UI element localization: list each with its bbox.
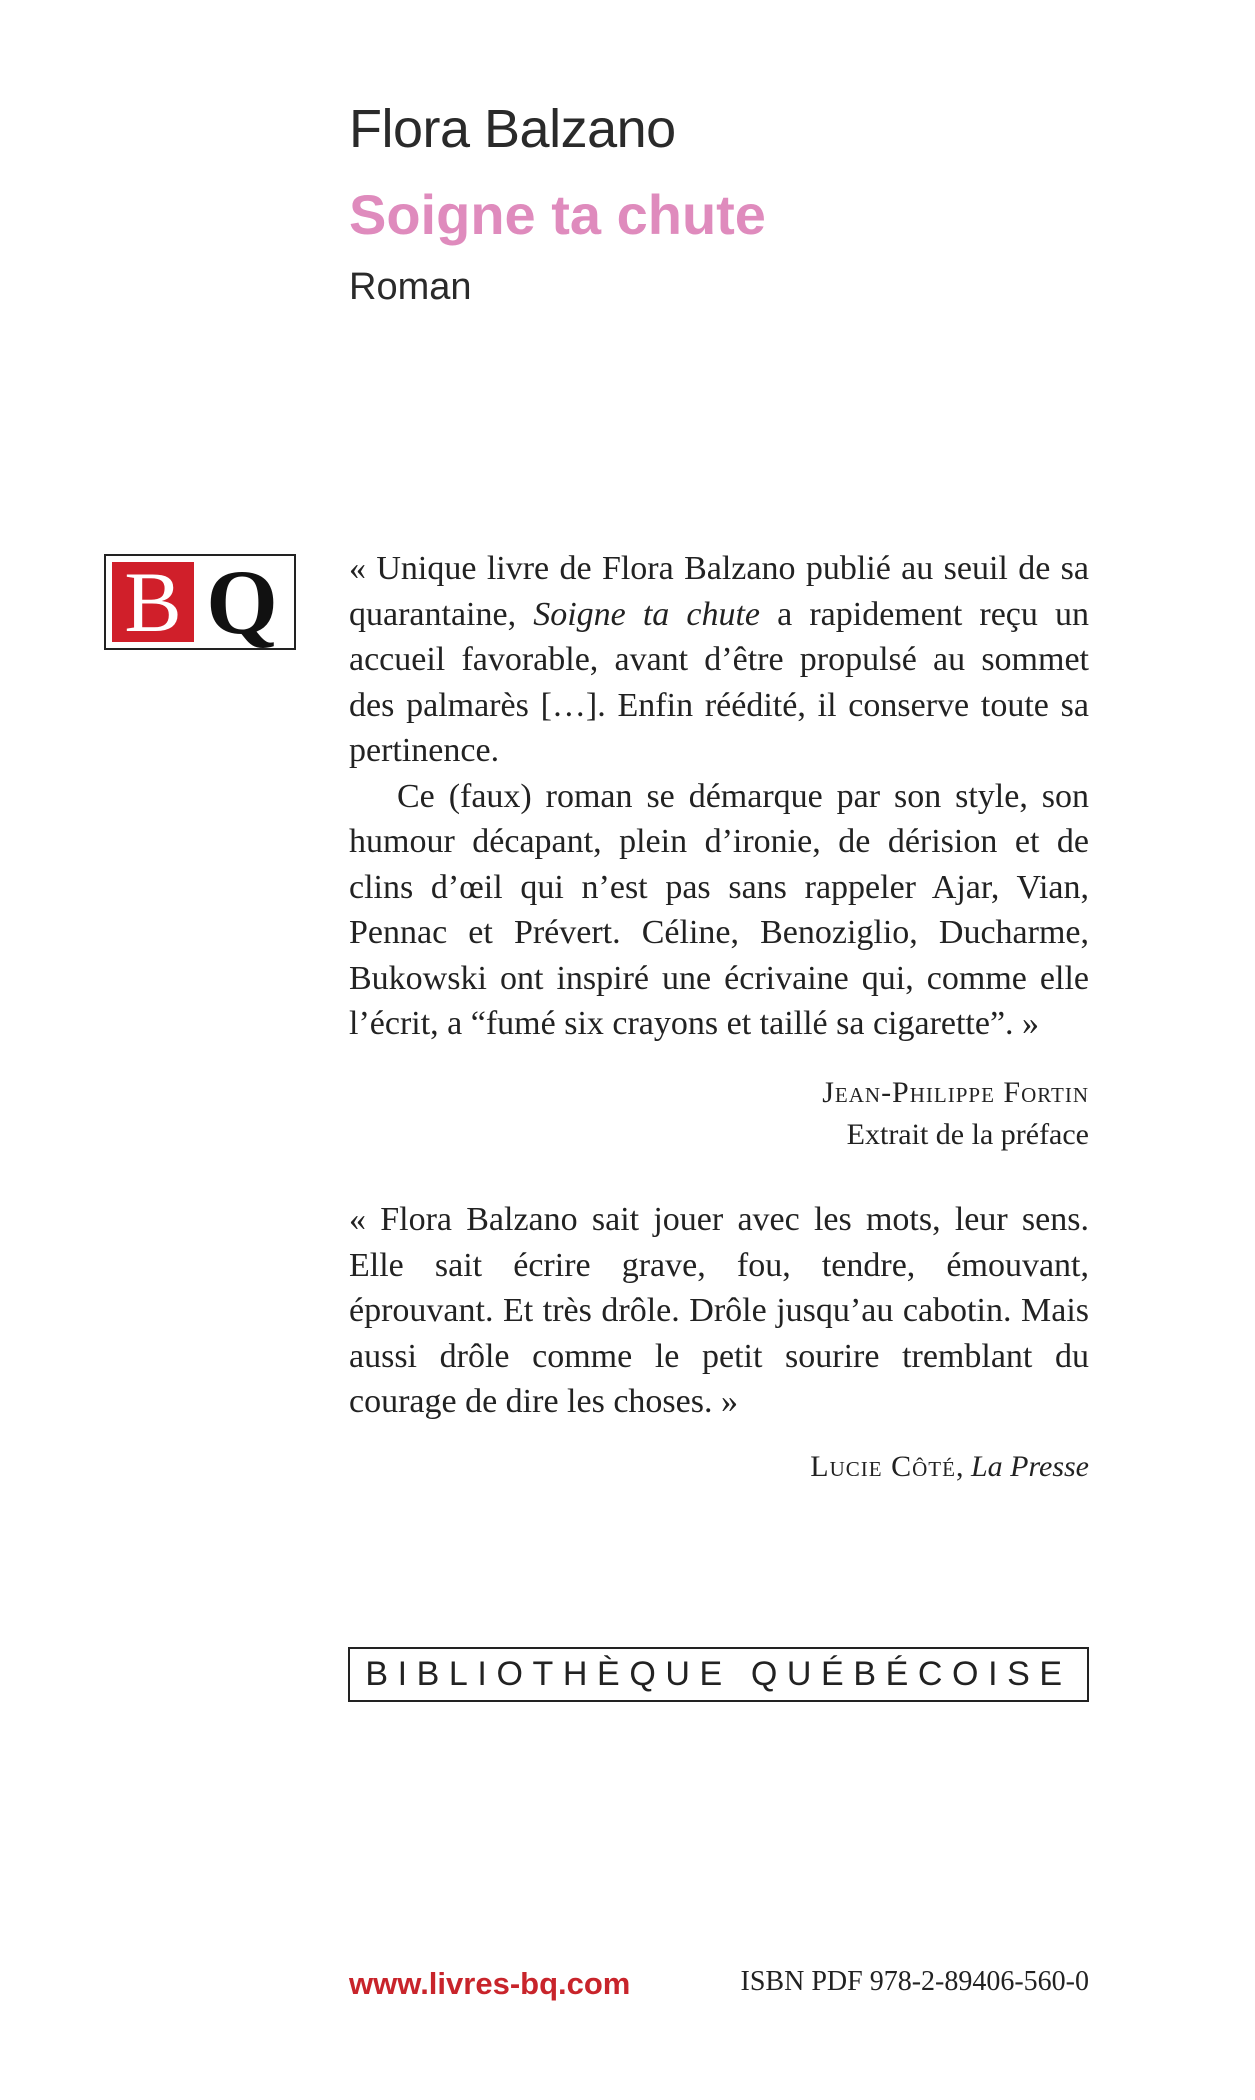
collection-name: BIBLIOTHÈQUE QUÉBÉCOISE: [348, 1647, 1089, 1702]
press-publication: La Presse: [970, 1450, 1089, 1483]
preface-quote-text-a: « Unique livre de Flora Balzano publié au seuil de sa quarantaine,: [349, 550, 1089, 633]
preface-quote-paragraph-1: [349, 546, 1089, 774]
preface-quote-title: Soigne ta chute: [533, 595, 761, 633]
bq-logo: [104, 551, 296, 653]
book-title: Soigne ta chute: [349, 183, 766, 246]
preface-attribution: [349, 1072, 1089, 1156]
preface-quote-paragraph-2: Ce (faux) roman se démarque par son style, son humour décapant, plein d’ironie, de dérision et de clins d’œil qui n’est pas sans rappeler Ajar, Vian, Pennac et Prévert. Céline, Benoziglio, Ducharme, Bukowski ont inspiré une écrivaine qui, comme elle l’écrit, a “fumé six crayons et taillé sa cigarette”. »: [349, 777, 1089, 1042]
book-genre: Roman: [349, 266, 472, 308]
bq-logo-q: Q: [206, 551, 278, 653]
press-quote-text: « Flora Balzano sait jouer avec les mots, leur sens. Elle sait écrire grave, fou, tendre, émouvant, éprouvant. Et très drôle. Drôle jusqu’au cabotin. Mais aussi drôle comme le petit sourire tremblant du courage de dire les choses. »: [349, 1201, 1089, 1420]
website-link[interactable]: www.livres-bq.com: [349, 1966, 631, 2001]
press-separator: ,: [955, 1450, 971, 1483]
press-author: Lucie Côté: [810, 1450, 956, 1483]
preface-source: Extrait de la préface: [846, 1118, 1089, 1151]
press-attribution: [349, 1446, 1089, 1488]
preface-quote: [349, 546, 1089, 1047]
isbn: ISBN PDF 978-2-89406-560-0: [740, 1966, 1089, 1997]
bq-logo-b: B: [112, 562, 194, 642]
preface-author: Jean-Philippe Fortin: [822, 1076, 1089, 1109]
preface-quote-text-b: a rapidement reçu un accueil favorable, avant d’être propulsé au sommet des palmarès […]. Enfin réédité, il conserve toute sa pertinence.: [349, 595, 1089, 769]
press-quote: [349, 1197, 1089, 1425]
author-name: Flora Balzano: [349, 99, 676, 159]
